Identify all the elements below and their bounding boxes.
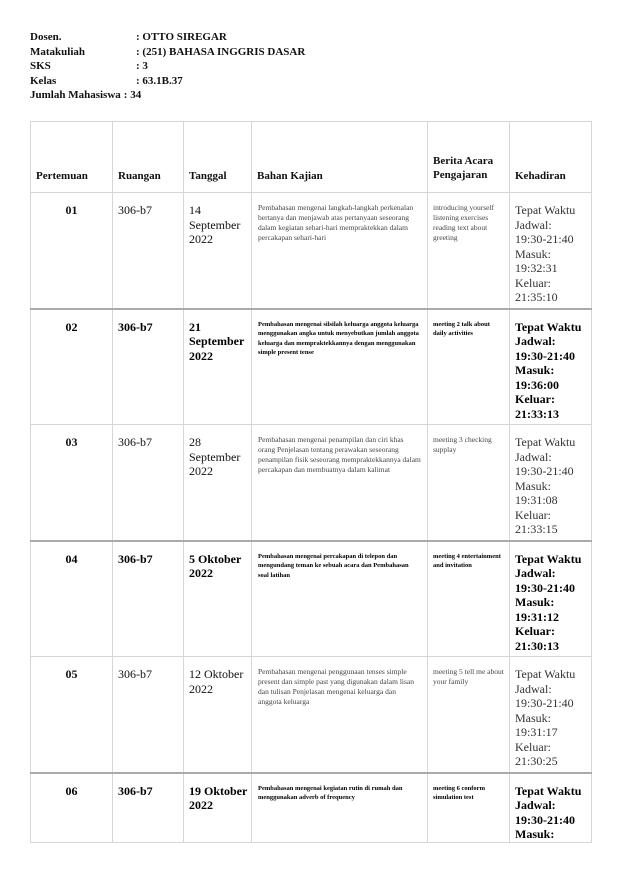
table-row [31,541,592,657]
jadwal-label: Jadwal: [515,566,556,580]
table-body [31,193,592,843]
cell-ruangan: 306-b7 [113,309,184,425]
keluar-value: 21:30:25 [515,754,558,768]
header-value: : 63.1B.37 [136,74,183,87]
header-label: Kelas [30,74,57,87]
attendance-table-container [30,121,591,843]
course-header [30,30,305,103]
attendance-status: Tepat Waktu [515,667,576,681]
masuk-label: Masuk: [515,363,555,377]
masuk-label: Masuk: [515,827,555,841]
jadwal-value: 19:30-21:40 [515,696,574,710]
header-label: Jumlah Mahasiswa [30,89,121,101]
jadwal-label: Jadwal: [515,681,552,696]
cell-tanggal: 28 September 2022 [184,425,252,541]
header-label: Matakuliah [30,45,86,58]
jadwal-label: Jadwal: [515,334,556,348]
attendance-status: Tepat Waktu [515,551,582,566]
cell-pertemuan: 02 [31,309,113,425]
masuk-value: 19:31:12 [515,609,559,624]
cell-pertemuan: 03 [31,425,113,541]
keluar-value: 21:35:10 [515,290,558,304]
masuk-value: 19:31:08 [515,493,558,507]
cell-berita-acara: meeting 6 conform simulation test [428,773,510,843]
jadwal-label: Jadwal: [515,449,552,464]
cell-ruangan: 306-b7 [113,425,184,541]
header-value: : 3 [136,60,148,72]
jadwal-value: 19:30-21:40 [515,232,574,246]
header-row-dosen [30,30,305,45]
cell-berita-acara: meeting 4 entertainment and invitation [428,541,510,657]
column-header-tanggal: Tanggal [184,122,252,193]
keluar-label: Keluar: [515,507,551,522]
keluar-label: Keluar: [515,392,555,406]
cell-tanggal: 19 Oktober 2022 [184,773,252,843]
keluar-label: Keluar: [515,275,551,290]
cell-pertemuan: 06 [31,773,113,843]
keluar-value: 21:33:15 [515,522,558,536]
keluar-value: 21:30:13 [515,638,559,653]
table-header-row [31,122,592,193]
cell-ruangan: 306-b7 [113,541,184,657]
jadwal-value: 19:30-21:40 [515,580,575,595]
attendance-table [30,121,592,843]
cell-pertemuan: 05 [31,657,113,773]
keluar-label: Keluar: [515,624,555,638]
attendance-status: Tepat Waktu [515,783,582,798]
header-value: : 34 [123,89,142,101]
table-row [31,309,592,425]
column-header-kehadiran: Kehadiran [510,122,592,193]
cell-kehadiran [510,309,592,425]
column-header-berita-acara: Berita Acara Pengajaran [428,122,510,193]
table-row [31,657,592,773]
cell-kehadiran [510,541,592,657]
cell-tanggal: 12 Oktober 2022 [184,657,252,773]
cell-tanggal: 21 September 2022 [184,309,252,425]
masuk-label: Masuk: [515,710,551,725]
cell-bahan-kajian: Pembahasan mengenai silsilah keluarga anggota keluarga menggunakan angka untuk menyebutkan jumlah anggota keluarga dan mempraktekkannya dengan menggunakan simple present tense [252,309,428,425]
cell-bahan-kajian: Pembahasan mengenai penampilan dan ciri khas orang Penjelasan tentang perawakan seseorang penampilan fisik seseorang mempraktekkannya dalam percakapan dan membuatnya dalam kalimat [252,425,428,541]
cell-ruangan: 306-b7 [113,193,184,309]
masuk-value: 19:31:17 [515,725,558,739]
table-row [31,425,592,541]
masuk-value: 19:36:00 [515,377,559,392]
header-row-jumlah [30,88,305,103]
cell-pertemuan: 01 [31,193,113,309]
jadwal-value: 19:30-21:40 [515,464,574,478]
attendance-status: Tepat Waktu [515,319,582,334]
cell-ruangan: 306-b7 [113,657,184,773]
jadwal-label: Jadwal: [515,798,556,812]
cell-berita-acara: meeting 5 tell me about your family [428,657,510,773]
attendance-status: Tepat Waktu [515,203,576,217]
column-header-ruangan: Ruangan [113,122,184,193]
cell-kehadiran [510,193,592,309]
jadwal-label: Jadwal: [515,217,552,232]
header-row-kelas [30,74,305,89]
column-header-bahan-kajian: Bahan Kajian [252,122,428,193]
cell-bahan-kajian: Pembahasan mengenai langkah-langkah perkenalan bertanya dan menjawab atas pertanyaan seseorang dalam kegiatan sehari-hari mempraktekkan dalam percakapan sehari-hari [252,193,428,309]
header-value: : (251) BAHASA INGGRIS DASAR [136,45,306,58]
cell-kehadiran [510,657,592,773]
jadwal-value: 19:30-21:40 [515,812,575,827]
cell-pertemuan: 04 [31,541,113,657]
cell-berita-acara: meeting 2 talk about daily activities [428,309,510,425]
header-row-matakuliah [30,45,305,60]
cell-bahan-kajian: Pembahasan mengenai penggunaan tenses simple present dan simple past yang digunakan dalam lisan dan tulisan Penjelasan mengenai keluarga dan anggota keluarga [252,657,428,773]
cell-kehadiran [510,425,592,541]
jadwal-value: 19:30-21:40 [515,348,575,363]
column-header-pertemuan: Pertemuan [31,122,113,193]
masuk-label: Masuk: [515,478,551,493]
cell-tanggal: 5 Oktober 2022 [184,541,252,657]
cell-bahan-kajian: Pembahasan mengenai percakapan di telepon dan mengundang teman ke sebuah acara dan Pembahasan soal latihan [252,541,428,657]
masuk-value: 19:32:31 [515,261,558,275]
keluar-label: Keluar: [515,739,551,754]
header-row-sks [30,59,305,74]
cell-kehadiran [510,773,592,843]
header-label: SKS [30,60,51,72]
header-label: Dosen. [30,31,62,43]
cell-ruangan: 306-b7 [113,773,184,843]
header-value: : OTTO SIREGAR [136,31,227,43]
masuk-label: Masuk: [515,246,551,261]
table-row [31,193,592,309]
keluar-value: 21:33:13 [515,406,559,421]
masuk-label: Masuk: [515,595,555,609]
cell-tanggal: 14 September 2022 [184,193,252,309]
cell-berita-acara: introducing yourself listening exercises reading text about greeting [428,193,510,309]
attendance-status: Tepat Waktu [515,435,576,449]
cell-berita-acara: meeting 3 checking supplay [428,425,510,541]
table-row [31,773,592,843]
cell-bahan-kajian: Pembahasan mengenai kegiatan rutin di rumah dan menggunakan adverb of frequency [252,773,428,843]
